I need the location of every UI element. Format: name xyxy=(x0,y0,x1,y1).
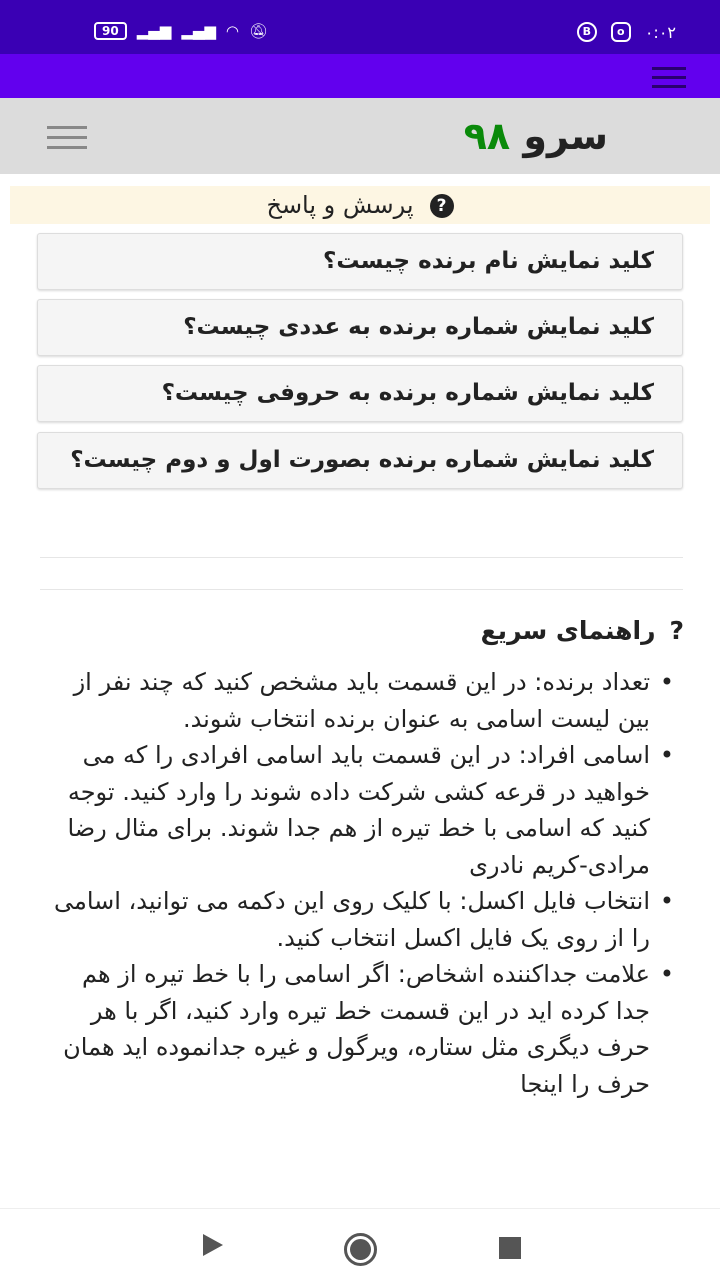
recents-icon[interactable] xyxy=(499,1237,521,1259)
signal-icon: ▂▄▆ xyxy=(181,22,216,40)
clock: ۰:۰۲ xyxy=(644,22,676,42)
app-bar xyxy=(0,54,720,98)
back-icon[interactable] xyxy=(203,1234,223,1256)
b-icon: B xyxy=(577,22,597,42)
divider xyxy=(40,557,683,558)
question-circle-icon: ? xyxy=(430,194,454,218)
faq-question[interactable]: کلید نمایش شماره برنده بصورت اول و دوم چیست؟ xyxy=(37,432,683,489)
menu-icon[interactable] xyxy=(47,126,87,149)
guide-list xyxy=(44,664,650,1102)
status-bar xyxy=(0,0,720,54)
menu-icon[interactable] xyxy=(652,67,686,88)
bell-off-icon: 🔕︎ xyxy=(249,22,269,40)
navigation-bar xyxy=(0,1208,720,1280)
battery-icon: 90 xyxy=(94,22,127,40)
logo[interactable]: سرو ۹۸ xyxy=(463,114,608,158)
signal-icon: ▂▄▆ xyxy=(136,22,172,40)
list-item: • انتخاب فایل اکسل: با کلیک روی این دکمه می توانید، اسامی را از روی یک فایل اکسل انتخاب کنید. xyxy=(44,883,650,956)
faq-question[interactable]: کلید نمایش شماره برنده به عددی چیست؟ xyxy=(37,299,683,356)
wifi-icon: ◠ xyxy=(225,22,240,40)
list-item: • تعداد برنده: در این قسمت باید مشخص کنید که چند نفر از بین لیست اسامی به عنوان برنده انتخاب شوند. xyxy=(44,664,650,737)
site-header xyxy=(0,98,720,174)
list-item: • اسامی افراد: در این قسمت باید اسامی افرادی را که می خواهید در قرعه کشی شرکت داده شوند را وارد کنید. توجه کنید که اسامی با خط تیره از هم جدا شوند. برای مثال رضا مرادی-کریم نادری xyxy=(44,737,650,883)
faq-question[interactable]: کلید نمایش شماره برنده به حروفی چیست؟ xyxy=(37,365,683,422)
question-mark-icon: ? xyxy=(669,616,684,645)
divider xyxy=(40,589,683,590)
home-icon[interactable] xyxy=(344,1233,377,1266)
faq-header xyxy=(10,186,710,224)
guide-title: ?راهنمای سریع xyxy=(480,616,684,645)
faq-question[interactable]: کلید نمایش نام برنده چیست؟ xyxy=(37,233,683,290)
faq-title: پرسش و پاسخ xyxy=(266,191,414,219)
list-item: • علامت جداکننده اشخاص: اگر اسامی را با خط تیره از هم جدا کرده اید در این قسمت خط تیره وارد کنید، اگر با هر حرف دیگری مثل ستاره، ویرگول و غیره جدانموده اید همان حرف را اینجا xyxy=(44,956,650,1102)
instagram-icon: o xyxy=(611,22,631,42)
